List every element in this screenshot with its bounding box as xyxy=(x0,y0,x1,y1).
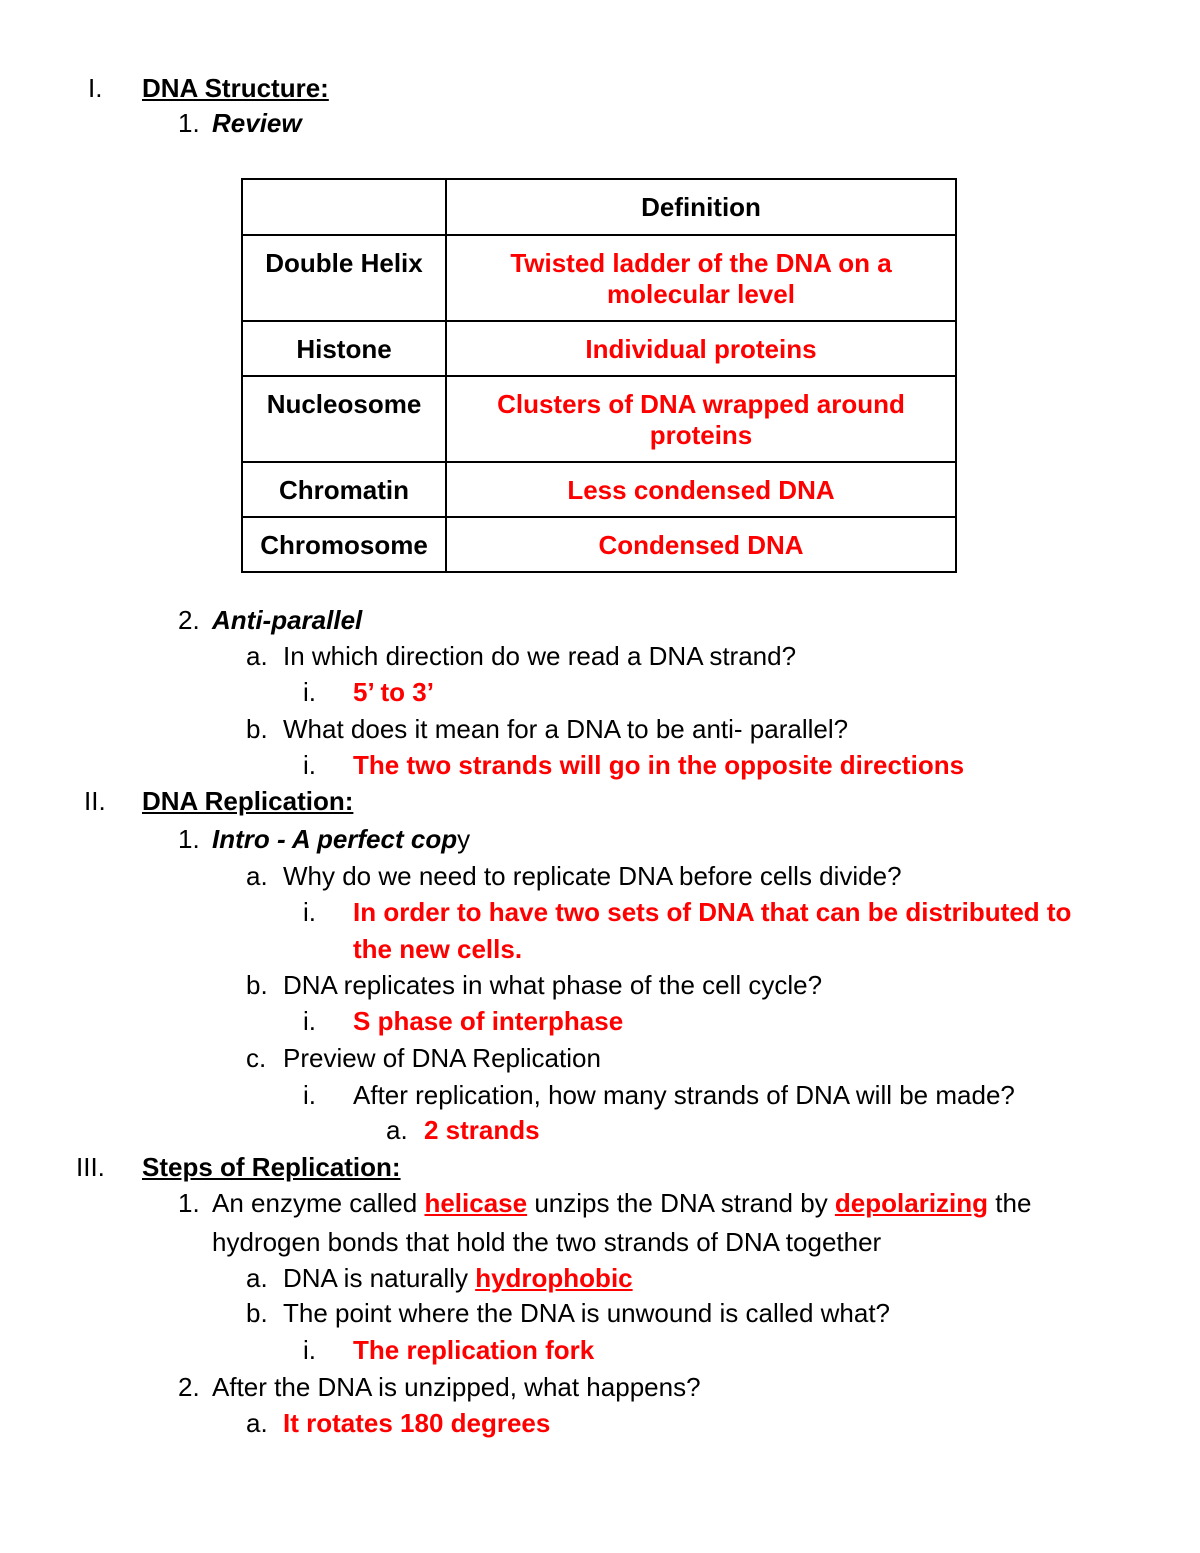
item-number: 1. xyxy=(178,1188,200,1218)
blank-answer: depolarizing xyxy=(834,1188,989,1218)
definition-line: Twisted ladder of the DNA on a xyxy=(510,248,892,278)
definition-line: Clusters of DNA wrapped around xyxy=(497,389,905,419)
statement-text: the xyxy=(988,1188,1032,1218)
question-text: DNA replicates in what phase of the cell cycle? xyxy=(283,970,823,1000)
answer-text: In order to have two sets of DNA that can be distributed to xyxy=(353,897,1072,927)
item-title: Review xyxy=(212,108,302,138)
question-text: After the DNA is unzipped, what happens? xyxy=(212,1372,701,1402)
question-text: DNA is naturally xyxy=(283,1263,476,1293)
item-title: Anti-parallel xyxy=(212,605,363,635)
question-label: a. xyxy=(246,1263,268,1293)
item-title-tail: y xyxy=(457,824,471,854)
answer-text: the new cells. xyxy=(353,934,523,964)
answer-label: a. xyxy=(246,1408,268,1438)
subquestion-text: After replication, how many strands of DNA will be made? xyxy=(353,1080,1015,1110)
table-definition: Condensed DNA xyxy=(446,517,956,572)
question-text: Why do we need to replicate DNA before cells divide? xyxy=(283,861,902,891)
answer-label: i. xyxy=(303,677,316,707)
answer-text: The two strands will go in the opposite directions xyxy=(353,750,965,780)
blank-answer: helicase xyxy=(424,1188,528,1218)
question-text: Preview of DNA Replication xyxy=(283,1043,601,1073)
section-title: DNA Replication: xyxy=(142,786,354,816)
table-definition xyxy=(446,376,956,462)
statement-text: An enzyme called xyxy=(212,1188,425,1218)
statement-text: unzips the DNA strand by xyxy=(527,1188,835,1218)
table-row xyxy=(242,235,956,321)
question-text: In which direction do we read a DNA strand? xyxy=(283,641,797,671)
review-table xyxy=(241,178,957,573)
statement-text: hydrogen bonds that hold the two strands of DNA together xyxy=(212,1227,882,1257)
table-row xyxy=(242,517,956,572)
table-row xyxy=(242,462,956,517)
answer-label: i. xyxy=(303,1335,316,1365)
answer-label: i. xyxy=(303,750,316,780)
item-number: 1. xyxy=(178,824,200,854)
table-definition: Individual proteins xyxy=(446,321,956,376)
section-title: DNA Structure: xyxy=(142,73,329,103)
question-label: c. xyxy=(246,1043,267,1073)
answer-text: 5’ to 3’ xyxy=(353,677,434,707)
table-term: Nucleosome xyxy=(242,376,446,462)
question-text: The point where the DNA is unwound is called what? xyxy=(283,1298,891,1328)
question-label: b. xyxy=(246,714,268,744)
table-header-definition: Definition xyxy=(446,179,956,235)
table-header-row xyxy=(242,179,956,235)
definition-line: molecular level xyxy=(607,279,795,309)
table-definition xyxy=(446,235,956,321)
table-term: Chromosome xyxy=(242,517,446,572)
question-text: What does it mean for a DNA to be anti- parallel? xyxy=(283,714,849,744)
answer-text: 2 strands xyxy=(424,1115,540,1145)
answer-label: i. xyxy=(303,1006,316,1036)
table-term: Double Helix xyxy=(242,235,446,321)
question-label: b. xyxy=(246,1298,268,1328)
table-definition: Less condensed DNA xyxy=(446,462,956,517)
definition-line: proteins xyxy=(649,420,753,450)
table-term: Chromatin xyxy=(242,462,446,517)
question-label: b. xyxy=(246,970,268,1000)
blank-answer: hydrophobic xyxy=(475,1263,633,1293)
subquestion-label: i. xyxy=(303,1080,316,1110)
section-numeral: III. xyxy=(76,1152,105,1182)
item-number: 2. xyxy=(178,605,200,635)
section-numeral: I. xyxy=(88,73,103,103)
item-number: 1. xyxy=(178,108,200,138)
item-number: 2. xyxy=(178,1372,200,1402)
question-label: a. xyxy=(246,641,268,671)
answer-text: S phase of interphase xyxy=(353,1006,624,1036)
answer-text: The replication fork xyxy=(353,1335,595,1365)
section-numeral: II. xyxy=(84,786,106,816)
table-row xyxy=(242,321,956,376)
answer-label: a. xyxy=(386,1115,408,1145)
table-row xyxy=(242,376,956,462)
fill-in-statement xyxy=(283,1263,633,1293)
item-title xyxy=(212,824,470,854)
answer-text: It rotates 180 degrees xyxy=(283,1408,551,1438)
table-corner-cell xyxy=(242,179,446,235)
fill-in-statement xyxy=(212,1188,1031,1218)
item-title-main: Intro - A perfect cop xyxy=(212,824,458,854)
question-label: a. xyxy=(246,861,268,891)
answer-label: i. xyxy=(303,897,316,927)
table-term: Histone xyxy=(242,321,446,376)
section-title: Steps of Replication: xyxy=(142,1152,401,1182)
